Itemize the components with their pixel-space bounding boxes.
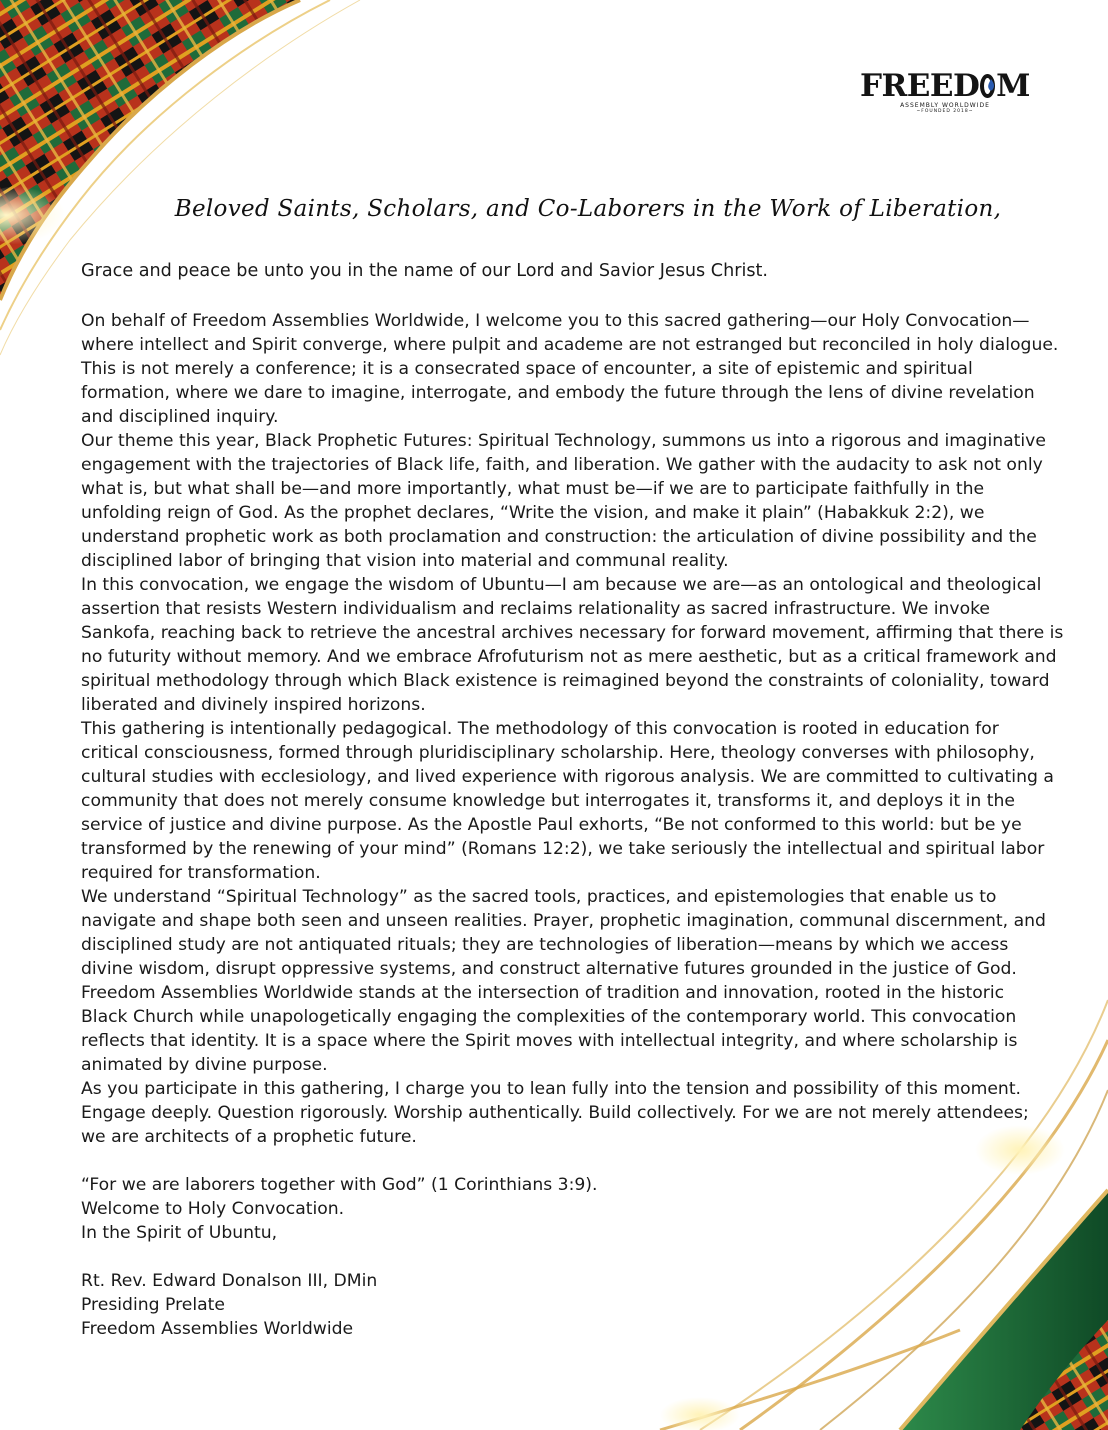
body-line: disciplined labor of bringing that vision into material and communal reality. (81, 551, 729, 571)
body-line: divine wisdom, disrupt oppressive systems, and construct alternative futures grounded in the justice of God. (81, 959, 1017, 979)
body-line: Black Church while unapologetically engaging the complexities of the contemporary world. This convocation (81, 1007, 1017, 1027)
body-line: unfolding reign of God. As the prophet declares, “Write the vision, and make it plain” (Habakkuk 2:2), we (81, 503, 985, 523)
logo-wordmark (860, 68, 1030, 104)
letter-greeting: Grace and peace be unto you in the name of our Lord and Savior Jesus Christ. (81, 261, 769, 281)
spacer (81, 1149, 1071, 1173)
body-line: critical consciousness, formed through pluridisciplinary scholarship. Here, theology converses with philosophy, (81, 743, 1035, 763)
body-line: and disciplined inquiry. (81, 407, 279, 427)
freedom-logo (860, 68, 1030, 115)
body-line: engagement with the trajectories of Black life, faith, and liberation. We gather with the audacity to ask not only (81, 455, 1043, 475)
body-line: understand prophetic work as both proclamation and construction: the articulation of divine possibility and the (81, 527, 1037, 547)
body-line: Sankofa, reaching back to retrieve the ancestral archives necessary for forward movement, affirming that there is (81, 623, 1064, 643)
spacer (81, 1245, 1071, 1269)
body-line: service of justice and divine purpose. As the Apostle Paul exhorts, “Be not conformed to this world: but be ye (81, 815, 1022, 835)
body-line: animated by divine purpose. (81, 1055, 328, 1075)
body-line: This is not merely a conference; it is a consecrated space of encounter, a site of epistemic and spiritual (81, 359, 973, 379)
body-line: we are architects of a prophetic future. (81, 1127, 417, 1147)
body-line: disciplined study are not antiquated rituals; they are technologies of liberation—means by which we access (81, 935, 1009, 955)
logo-founded: ~FOUNDED 2018~ (916, 109, 974, 114)
logo-subtitle: ASSEMBLY WORLDWIDE (900, 102, 990, 109)
logo-wordmark-end: M (996, 68, 1030, 104)
body-line: liberated and divinely inspired horizons. (81, 695, 426, 715)
signature-organization: Freedom Assemblies Worldwide (81, 1319, 354, 1339)
body-line: Our theme this year, Black Prophetic Futures: Spiritual Technology, summons us into a rigorous and imaginative (81, 431, 1046, 451)
body-line: Freedom Assemblies Worldwide stands at the intersection of tradition and innovation, rooted in the historic (81, 983, 1005, 1003)
body-line: We understand “Spiritual Technology” as the sacred tools, practices, and epistemologies that enable us to (81, 887, 997, 907)
body-line: cultural studies with ecclesiology, and lived experience with rigorous analysis. We are committed to cultivating a (81, 767, 1054, 787)
closing-valediction: In the Spirit of Ubuntu, (81, 1223, 278, 1243)
logo-flame-icon (980, 74, 995, 98)
body-line: formation, where we dare to imagine, interrogate, and embody the future through the lens of divine revelation (81, 383, 1035, 403)
body-line: Engage deeply. Question rigorously. Worship authentically. Build collectively. For we are not merely attendees; (81, 1103, 1029, 1123)
body-line: no futurity without memory. And we embrace Afrofuturism not as mere aesthetic, but as a critical framework and (81, 647, 1057, 667)
body-line: This gathering is intentionally pedagogical. The methodology of this convocation is rooted in education for (81, 719, 999, 739)
letter-body (81, 259, 1071, 1341)
body-line: In this convocation, we engage the wisdom of Ubuntu—I am because we are—as an ontological and theological (81, 575, 1042, 595)
body-line: community that does not merely consume knowledge but interrogates it, transforms it, and deploys it in the (81, 791, 1015, 811)
closing-verse: “For we are laborers together with God” (1 Corinthians 3:9). (81, 1175, 598, 1195)
body-line: what is, but what shall be—and more importantly, what must be—if we are to participate faithfully in the (81, 479, 985, 499)
body-line: navigate and shape both seen and unseen realities. Prayer, prophetic imagination, communal discernment, and (81, 911, 1046, 931)
body-line: assertion that resists Western individualism and reclaims relationality as sacred infrastructure. We invoke (81, 599, 991, 619)
logo-wordmark-start: FREED (860, 68, 980, 104)
body-line: required for transformation. (81, 863, 321, 883)
signature-title: Presiding Prelate (81, 1295, 225, 1315)
body-line: transformed by the renewing of your mind” (Romans 12:2), we take seriously the intellectual and spiritual labor (81, 839, 1045, 859)
letter-salutation: Beloved Saints, Scholars, and Co-Laborers in the Work of Liberation, (174, 196, 1002, 222)
closing-welcome: Welcome to Holy Convocation. (81, 1199, 345, 1219)
body-line: reflects that identity. It is a space where the Spirit moves with intellectual integrity, and where scholarship is (81, 1031, 1018, 1051)
body-line: where intellect and Spirit converge, where pulpit and academe are not estranged but reconciled in holy dialogue. (81, 335, 1059, 355)
body-line: On behalf of Freedom Assemblies Worldwide, I welcome you to this sacred gathering—our Holy Convocation— (81, 311, 1030, 331)
signature-name: Rt. Rev. Edward Donalson III, DMin (81, 1271, 378, 1291)
body-line: spiritual methodology through which Black existence is reimagined beyond the constraints of coloniality, toward (81, 671, 1050, 691)
body-line: As you participate in this gathering, I charge you to lean fully into the tension and possibility of this moment. (81, 1079, 1022, 1099)
